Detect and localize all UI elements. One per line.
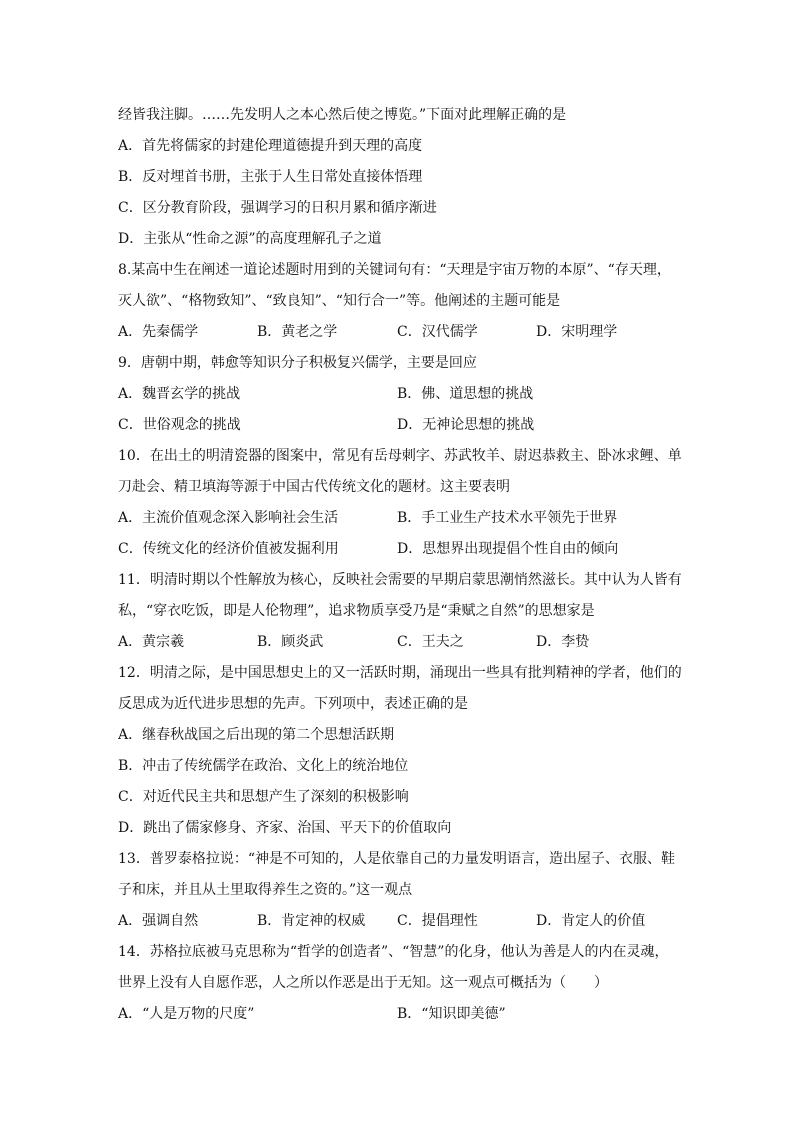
q14-option-b: B．“知识即美德” xyxy=(397,1006,506,1022)
q12-option-c: C．对近代民主共和思想产生了深刻的积极影响 xyxy=(118,789,409,805)
q12-stem-line: 反思成为近代进步思想的先声。下列项中，表述正确的是 xyxy=(118,696,468,712)
q13-option-b: B．肯定神的权威 xyxy=(257,913,366,929)
q14-option-a: A．“人是万物的尺度” xyxy=(118,1006,255,1022)
q9-stem-line: 9．唐朝中期，韩愈等知识分子积极复兴儒学，主要是回应 xyxy=(118,355,477,371)
q7-option-b: B．反对埋首书册，主张于人生日常处直接体悟理 xyxy=(118,169,423,185)
q10-option-c: C．传统文化的经济价值被发掘利用 xyxy=(118,541,339,557)
q9-options-row xyxy=(118,410,684,441)
q10-stem-line: 刀赴会、精卫填海等源于中国古代传统文化的题材。这主要表明 xyxy=(118,479,510,495)
q12-option-d: D．跳出了儒家修身、齐家、治国、平天下的价值取向 xyxy=(118,820,452,836)
q11-option-a: A．黄宗羲 xyxy=(118,634,185,650)
q8-stem-line: 灭人欲”、“格物致知”、“致良知”、“知行合一”等。他阐述的主题可能是 xyxy=(118,293,561,309)
q8-option-b: B．黄老之学 xyxy=(257,324,338,340)
q11-option-d: D．李贽 xyxy=(536,634,590,650)
q11-options xyxy=(118,627,684,658)
q11-option-b: B．顾炎武 xyxy=(257,634,324,650)
q9-option-d: D．无神论思想的挑战 xyxy=(397,417,535,433)
exam-page xyxy=(118,100,684,1030)
q14-stem-line: 世界上没有人自愿作恶，人之所以作恶是出于无知。这一观点可概括为（ ） xyxy=(118,975,608,991)
q12-option-a: A．继春秋战国之后出现的第二个思想活跃期 xyxy=(118,727,395,743)
q11-stem-line: 私，“穿衣吃饭，即是人伦物理”，追求物质享受乃是“秉赋之自然”的思想家是 xyxy=(118,603,595,619)
q10-option-b: B．手工业生产技术水平领先于世界 xyxy=(397,510,618,526)
q9-options-row xyxy=(118,379,684,410)
q8-stem-line: 8.某高中生在阐述一道论述题时用到的关键词句有：“天理是宇宙万物的本原”、“存天理， xyxy=(118,262,671,278)
q9-option-a: A．魏晋玄学的挑战 xyxy=(118,386,241,402)
q7-option-c: C．区分教育阶段，强调学习的日积月累和循序渐进 xyxy=(118,200,437,216)
q7-stem-continuation: 经皆我注脚。……先发明人之本心然后使之博览。”下面对此理解正确的是 xyxy=(118,107,567,123)
q14-options-row xyxy=(118,999,684,1030)
q10-options-row xyxy=(118,503,684,534)
q14-stem-line: 14．苏格拉底被马克思称为“哲学的创造者”、“智慧”的化身，他认为善是人的内在灵魂， xyxy=(118,944,669,960)
q10-option-d: D．思想界出现提倡个性自由的倾向 xyxy=(397,541,619,557)
q11-stem-line: 11．明清时期以个性解放为核心，反映社会需要的早期启蒙思潮悄然滋长。其中认为人皆有 xyxy=(118,572,682,588)
q12-stem-line: 12．明清之际，是中国思想史上的又一活跃时期，涌现出一些具有批判精神的学者，他们的 xyxy=(118,665,682,681)
q9-option-c: C．世俗观念的挑战 xyxy=(118,417,241,433)
q13-stem-line: 13．普罗泰格拉说：“神是不可知的，人是依靠自己的力量发明语言，造出屋子、衣服、鞋 xyxy=(118,851,675,867)
q13-stem-line: 子和床，并且从土里取得养生之资的。”这一观点 xyxy=(118,882,413,898)
q13-option-a: A．强调自然 xyxy=(118,913,199,929)
q13-options xyxy=(118,906,684,937)
q12-option-b: B．冲击了传统儒学在政治、文化上的统治地位 xyxy=(118,758,409,774)
q7-option-d: D．主张从“性命之源”的高度理解孔子之道 xyxy=(118,231,382,247)
q11-option-c: C．王夫之 xyxy=(397,634,464,650)
q9-option-b: B．佛、道思想的挑战 xyxy=(397,386,534,402)
q10-stem-line: 10．在出土的明清瓷器的图案中，常见有岳母刺字、苏武牧羊、尉迟恭救主、卧冰求鲤、单 xyxy=(118,448,682,464)
q8-option-d: D．宋明理学 xyxy=(536,324,618,340)
q13-option-c: C．提倡理性 xyxy=(397,913,478,929)
q13-option-d: D．肯定人的价值 xyxy=(536,913,646,929)
q8-options xyxy=(118,317,684,348)
q8-option-a: A．先秦儒学 xyxy=(118,324,199,340)
q10-options-row xyxy=(118,534,684,565)
q7-option-a: A．首先将儒家的封建伦理道德提升到天理的高度 xyxy=(118,138,423,154)
q10-option-a: A．主流价值观念深入影响社会生活 xyxy=(118,510,339,526)
q8-option-c: C．汉代儒学 xyxy=(397,324,478,340)
